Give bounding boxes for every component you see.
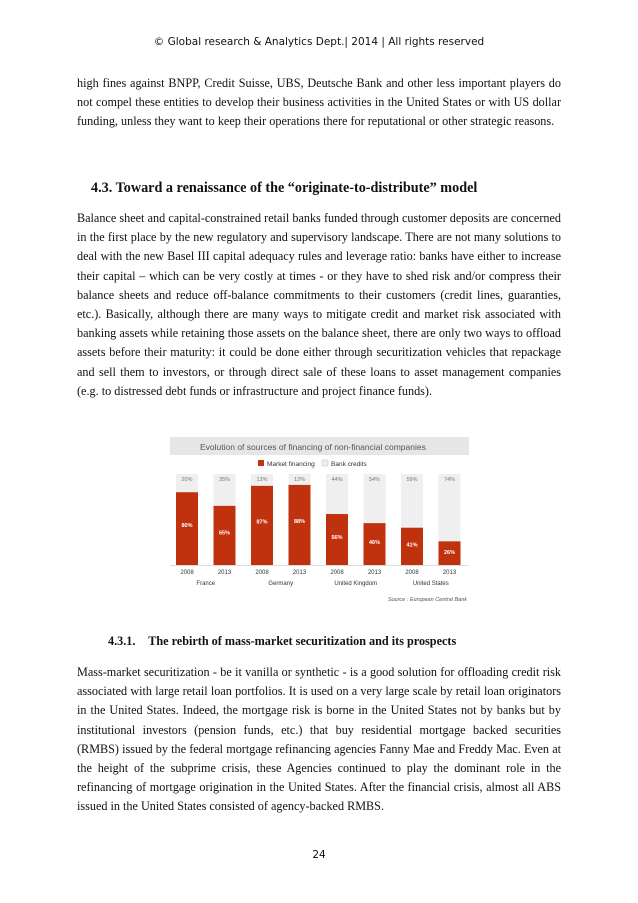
data-label-market: 88% (293, 518, 306, 525)
data-label-bank: 54% (368, 477, 381, 483)
page-header: © Global research & Analytics Dept.| 2014 | All rights reserved (153, 36, 485, 48)
tick-label-year: 2013 (442, 570, 457, 576)
tick-label-year: 2008 (405, 570, 419, 576)
legend-label-bank: Bank credits (331, 461, 367, 468)
chart-title: Evolution of sources of financing of non-financial companies (200, 442, 426, 452)
data-label-bank: 13% (256, 477, 268, 483)
paragraph-3: Mass-market securitization - be it vanilla or synthetic - is a good solution for offloading credit risk associated with large retail loan portfolios. It is used on a very large scale by retail loan originators in the United States. Indeed, the mortgage risk is borne in the United States not by banks but by institutional investors (pension funds, etc.) that buy residential mortgage backed securities (RMBS) issued by the federal mortgage refinancing agencies Fanny Mae and Freddy Mac. Even at the height of the subprime crisis, these Agencies continued to play the dominant role in the refinancing of mortgage origination in the United States. After the financial crisis, almost all ABS issued in the United States consisted of agency-backed RMBS. (77, 665, 561, 814)
data-label-market: 65% (218, 530, 231, 537)
section-title: Toward a renaissance of the “originate-to-distribute” model (115, 180, 478, 196)
data-label-bank: 44% (331, 477, 343, 483)
data-label-bank: 35% (218, 477, 231, 483)
data-label-bank: 20% (181, 477, 193, 483)
bar-bank-credits (439, 474, 461, 541)
data-label-bank: 74% (443, 477, 456, 483)
section-heading (91, 180, 477, 197)
data-label-bank: 59% (406, 477, 418, 483)
data-label-market: 80% (181, 522, 193, 529)
tick-label-year: 2008 (255, 570, 269, 576)
group-label: United States (412, 581, 449, 587)
paragraph-1: high fines against BNPP, Credit Suisse, UBS, Deutsche Bank and other less important players do not compel these entities to develop their business activities in the United States or with US dollar funding, unless they want to keep their operations there for reputational or other strategic reasons. (77, 76, 561, 129)
data-label-market: 87% (256, 519, 268, 526)
data-label-market: 41% (406, 542, 418, 549)
subsection-title: The rebirth of mass-market securitization and its prospects (148, 634, 457, 648)
subsection-heading (108, 634, 456, 649)
data-label-bank: 12% (293, 477, 306, 483)
page-number: 24 (312, 849, 326, 861)
data-label-market: 46% (368, 539, 381, 546)
financing-chart (170, 437, 469, 608)
group-label: France (196, 581, 216, 587)
section-number: 4.3. (91, 180, 113, 196)
tick-label-year: 2013 (367, 570, 382, 576)
tick-label-year: 2008 (180, 570, 194, 576)
tick-label-year: 2013 (217, 570, 232, 576)
data-label-market: 56% (331, 534, 343, 541)
subsection-number: 4.3.1. (108, 634, 136, 648)
tick-label-year: 2008 (330, 570, 344, 576)
paragraph-2: Balance sheet and capital-constrained retail banks funded through customer deposits are concerned in the first place by the new regulatory and supervisory landscape. There are not many solutions to deal with the new Basel III capital adequacy rules and leverage ratio: banks have either to increase their capital – which can be very costly at times - or they have to shed risk and/or compress their balance sheets and reduce off-balance commitments to their customers (credit lines, guaranties, etc.). Basically, although there are many ways to mitigate credit and market risk associated with banking assets while retaining those assets on the balance sheet, there are only two ways to offload assets before their maturity: it could be done either through securitization vehicles that repackage and sell them to investors, or through direct sale of these loans to asset management companies (e.g. to distressed debt funds or infrastructure and project finance funds). (77, 211, 561, 398)
group-label: United Kingdom (334, 581, 378, 587)
chart-source: Source : European Central Bank (387, 597, 467, 603)
chart-svg (170, 437, 469, 608)
legend-label-market: Market financing (267, 461, 315, 468)
legend-swatch-market (258, 460, 264, 466)
group-label: Germany (268, 581, 294, 587)
legend-swatch-bank (322, 460, 328, 466)
tick-label-year: 2013 (292, 570, 307, 576)
data-label-market: 26% (443, 549, 456, 556)
